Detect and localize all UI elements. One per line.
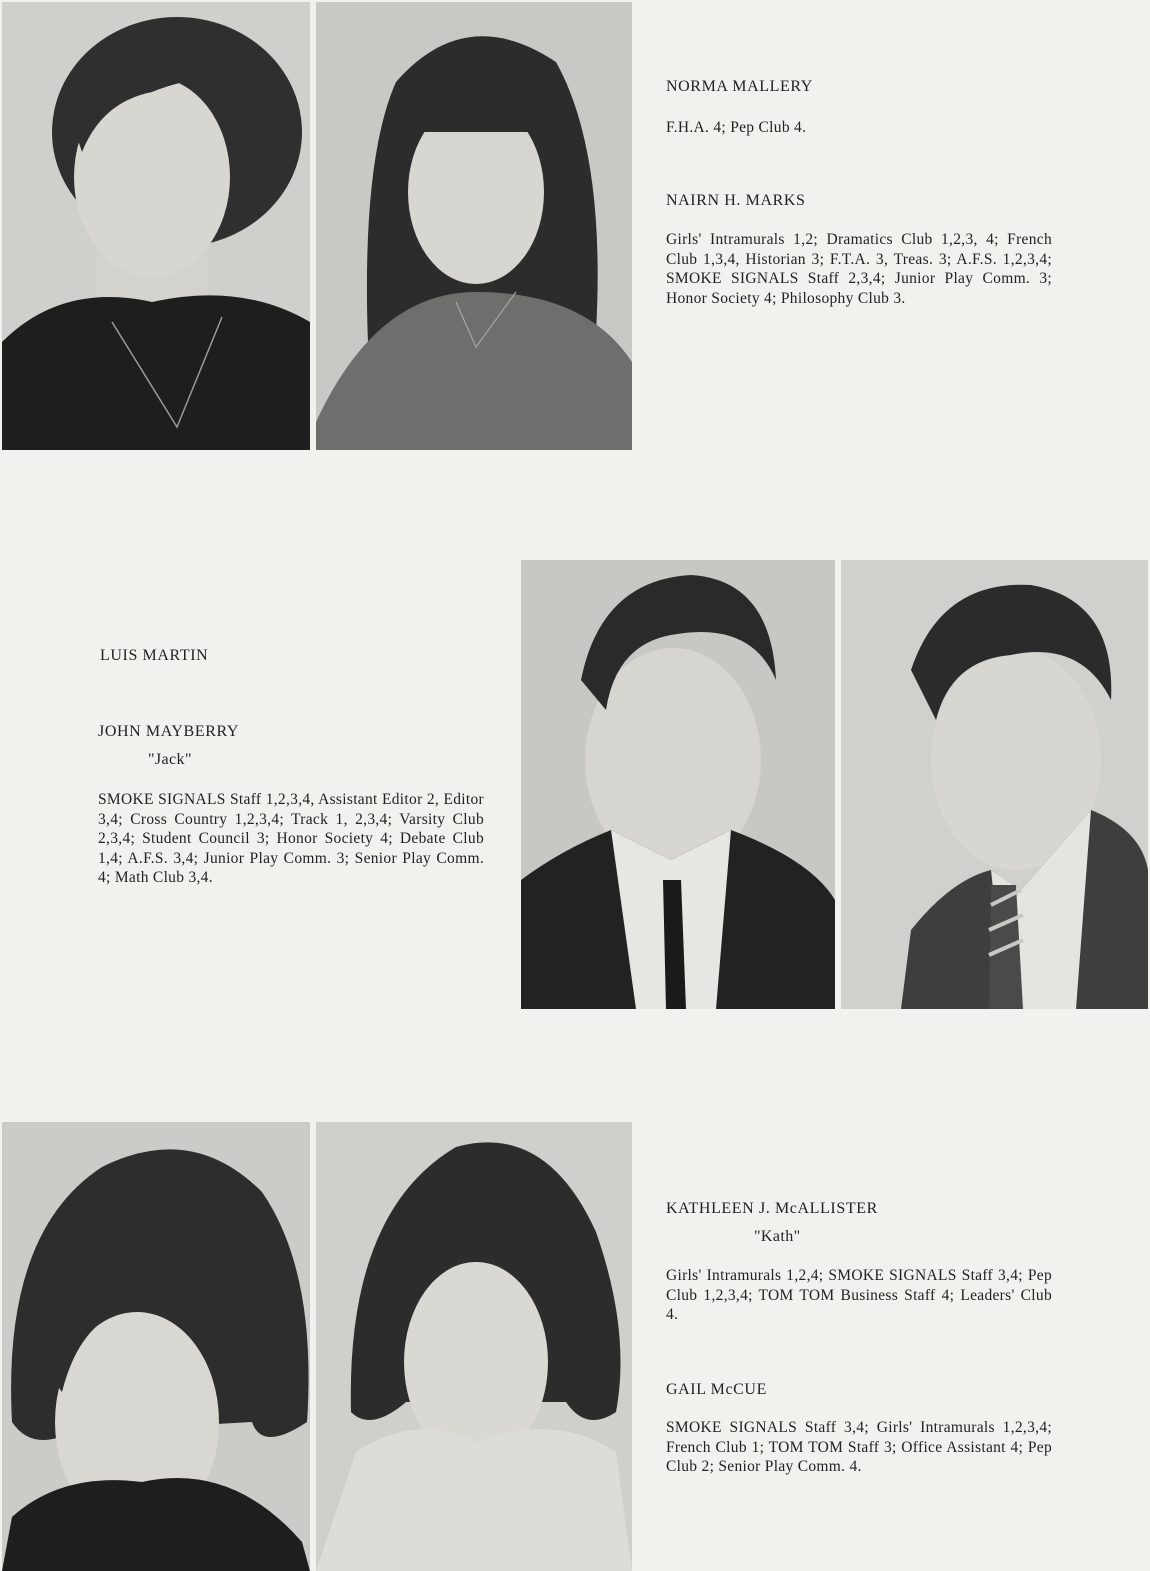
senior-activities: F.H.A. 4; Pep Club 4. — [666, 119, 807, 136]
senior-nickname: "Kath" — [754, 1228, 801, 1245]
portrait-luis-martin — [521, 560, 835, 1009]
senior-activities: Girls' Intramurals 1,2; Dramatics Club 1,2,3, 4; French Club 1,3,4, Historian 3; F.T.A. 3, Treas. 3; A.F.S. 1,2,3,4; SMOKE SIGNALS Staff 2,3,4; Junior Play Comm. 3; Honor Society 4; Philosophy Club 3. — [666, 231, 1052, 307]
senior-name: NAIRN H. MARKS — [666, 192, 806, 209]
portrait-nairn-marks — [316, 2, 632, 450]
portrait-gail-mccue — [316, 1122, 632, 1571]
senior-activities: SMOKE SIGNALS Staff 3,4; Girls' Intramurals 1,2,3,4; French Club 1; TOM TOM Staff 3; Office Assistant 4; Pep Club 2; Senior Play Comm. 4. — [666, 1419, 1052, 1476]
senior-nickname: "Jack" — [148, 751, 192, 768]
senior-name: KATHLEEN J. McALLISTER — [666, 1200, 878, 1217]
portrait-kathleen-mcallister — [2, 1122, 310, 1571]
senior-name: JOHN MAYBERRY — [98, 723, 240, 740]
portrait-norma-mallery — [2, 2, 310, 450]
senior-activities: SMOKE SIGNALS Staff 1,2,3,4, Assistant Editor 2, Editor 3,4; Cross Country 1,2,3,4; Track 1, 2,3,4; Varsity Club 2,3,4; Student Council 3; Honor Society 4; Debate Club 1,4; A.F.S. 3,4; Junior Play Comm. 3; Senior Play Comm. 4; Math Club 3,4. — [98, 791, 484, 887]
senior-name: NORMA MALLERY — [666, 78, 813, 95]
portrait-nairn-marks-art — [316, 2, 632, 450]
senior-activities: Girls' Intramurals 1,2,4; SMOKE SIGNALS Staff 3,4; Pep Club 1,2,3,4; TOM TOM Business Staff 4; Leaders' Club 4. — [666, 1267, 1052, 1324]
senior-name: GAIL McCUE — [666, 1381, 767, 1398]
portrait-john-mayberry-art — [841, 560, 1148, 1009]
portrait-kathleen-mcallister-art — [2, 1122, 310, 1571]
portrait-john-mayberry — [841, 560, 1148, 1009]
portrait-norma-mallery-art — [2, 2, 310, 450]
portrait-luis-martin-art — [521, 560, 835, 1009]
senior-name: LUIS MARTIN — [100, 647, 209, 664]
portrait-gail-mccue-art — [316, 1122, 632, 1571]
